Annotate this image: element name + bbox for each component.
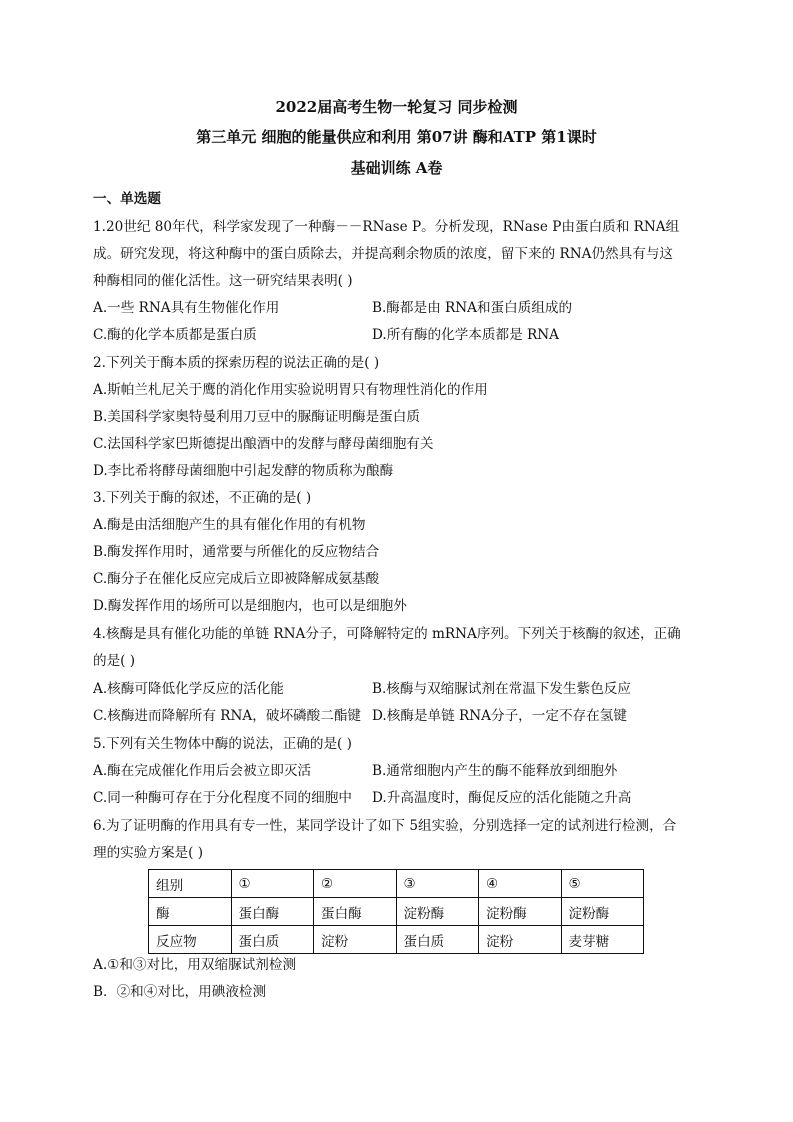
- q6-option-a: A.①和③对比，用双缩脲试剂检测: [93, 957, 297, 973]
- table-cell: 淀粉: [314, 926, 397, 954]
- document-title: 2022届高考生物一轮复习 同步检测: [275, 98, 518, 116]
- q3-option-b: B.酶发挥作用时，通常要与所催化的反应物结合: [93, 544, 380, 560]
- q1-stem-line2: 成。研究发现，将这种酶中的蛋白质除去，并提高剩余物质的浓度，留下来的 RNA仍然具有与这: [93, 246, 674, 262]
- q1-stem-line3: 种酶相同的催化活性。这一研究结果表明( ): [93, 273, 353, 289]
- table-cell: ②: [314, 870, 397, 898]
- q6-stem-line2: 理的实验方案是( ): [93, 845, 204, 861]
- table-cell: 酶: [149, 898, 232, 926]
- q2-stem: 2.下列关于酶本质的探索历程的说法正确的是( ): [93, 355, 380, 371]
- table-cell: ①: [231, 870, 314, 898]
- q4-stem-line1: 4.核酶是具有催化功能的单链 RNA分子，可降解特定的 mRNA序列。下列关于核酶的叙述，正确: [93, 626, 681, 642]
- table-cell: 淀粉酶: [561, 898, 644, 926]
- q1-option-b: B.酶都是由 RNA和蛋白质组成的: [372, 300, 573, 316]
- experiment-table: [148, 869, 644, 954]
- q2-option-a: A.斯帕兰札尼关于鹰的消化作用实验说明胃只有物理性消化的作用: [93, 382, 488, 398]
- q5-option-a: A.酶在完成催化作用后会被立即灭活: [93, 763, 312, 779]
- q4-stem-line2: 的是( ): [93, 653, 136, 669]
- table-cell: 淀粉: [479, 926, 562, 954]
- table-row: [149, 898, 644, 926]
- q1-stem-line1: 1.20世纪 80年代，科学家发现了一种酶－－RNase P。分析发现，RNase P由蛋白质和 RNA组: [93, 219, 680, 235]
- table-cell: ⑤: [561, 870, 644, 898]
- table-cell: 蛋白质: [396, 926, 479, 954]
- q3-option-c: C.酶分子在催化反应完成后立即被降解成氨基酸: [93, 571, 380, 587]
- q6-option-b: B．②和④对比，用碘液检测: [93, 984, 267, 1000]
- table-cell: 组别: [149, 870, 232, 898]
- q1-option-d: D.所有酶的化学本质都是 RNA: [372, 327, 559, 343]
- q2-option-d: D.李比希将酵母菌细胞中引起发酵的物质称为酿酶: [93, 463, 394, 479]
- q4-option-a: A.核酶可降低化学反应的活化能: [93, 681, 284, 697]
- q4-option-d: D.核酶是单链 RNA分子，一定不存在氢键: [372, 708, 627, 724]
- q4-option-c: C.核酶进而降解所有 RNA，破坏磷酸二酯键: [93, 708, 362, 724]
- q5-option-c: C.同一种酶可存在于分化程度不同的细胞中: [93, 790, 352, 806]
- table-cell: 蛋白酶: [314, 898, 397, 926]
- q5-option-d: D.升高温度时，酶促反应的活化能随之升高: [372, 790, 632, 806]
- q1-option-a: A.一些 RNA具有生物催化作用: [93, 300, 280, 316]
- table-cell: 麦芽糖: [561, 926, 644, 954]
- q3-option-d: D.酶发挥作用的场所可以是细胞内，也可以是细胞外: [93, 598, 407, 614]
- table-cell: 蛋白酶: [231, 898, 314, 926]
- section-heading: 一、单选题: [93, 191, 161, 207]
- q2-option-b: B.美国科学家奥特曼利用刀豆中的脲酶证明酶是蛋白质: [93, 409, 420, 425]
- table-cell: 蛋白质: [231, 926, 314, 954]
- unit-subtitle: 第三单元 细胞的能量供应和利用 第07讲 酶和ATP 第1课时: [196, 128, 597, 146]
- table-cell: ③: [396, 870, 479, 898]
- q4-option-b: B.核酶与双缩脲试剂在常温下发生紫色反应: [372, 681, 631, 697]
- table-cell: 淀粉酶: [479, 898, 562, 926]
- table-cell: 淀粉酶: [396, 898, 479, 926]
- q5-stem: 5.下列有关生物体中酶的说法，正确的是( ): [93, 736, 352, 752]
- table-row: [149, 926, 644, 954]
- q2-option-c: C.法国科学家巴斯德提出酿酒中的发酵与酵母菌细胞有关: [93, 436, 434, 452]
- q5-option-b: B.通常细胞内产生的酶不能释放到细胞外: [372, 763, 618, 779]
- q3-stem: 3.下列关于酶的叙述，不正确的是( ): [93, 490, 312, 506]
- paper-name: 基础训练 A卷: [350, 159, 443, 177]
- table-cell: ④: [479, 870, 562, 898]
- q6-stem-line1: 6.为了证明酶的作用具有专一性，某同学设计了如下 5组实验，分别选择一定的试剂进行检测，合: [93, 818, 677, 834]
- table-cell: 反应物: [149, 926, 232, 954]
- q3-option-a: A.酶是由活细胞产生的具有催化作用的有机物: [93, 517, 366, 533]
- table-row: [149, 870, 644, 898]
- q1-option-c: C.酶的化学本质都是蛋白质: [93, 327, 257, 343]
